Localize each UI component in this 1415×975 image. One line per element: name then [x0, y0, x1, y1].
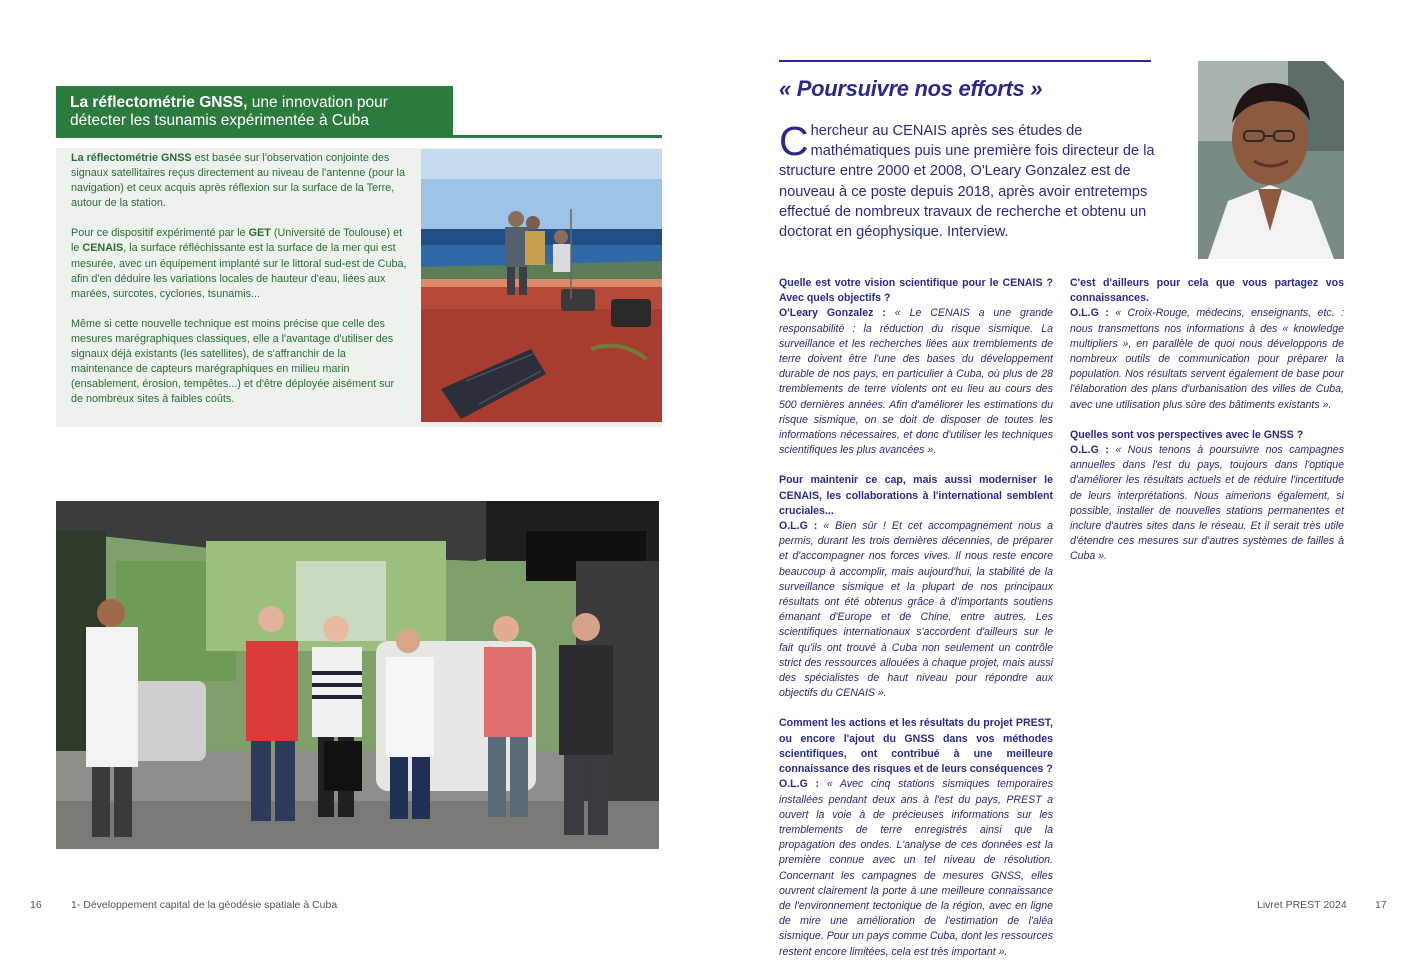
p1-bold: La réflectométrie GNSS	[71, 152, 192, 164]
answer-5-speaker: O.L.G :	[1070, 444, 1109, 457]
box-paragraph-3: Même si cette nouvelle technique est moins précise que celle des mesures marégraphiques classiques, elle a l'avantage d'utiliser des signaux déjà existants (les satellites), de s'affranchir de la maintenance de capteurs marégraphiques en milieu marin (ensablement, érosion, tempêtes...) et d'être déployée aisément sur de nombreux sites à faibles coûts.	[71, 317, 395, 406]
answer-5	[1070, 444, 1344, 562]
qa-block-2	[779, 473, 1053, 701]
box-title-rest: une innovation pour détecter les tsunamis expérimentée à Cuba	[70, 94, 388, 129]
box-title-bold: La réflectométrie GNSS,	[70, 94, 248, 111]
answer-2	[779, 520, 1053, 699]
box-paragraph-2	[71, 226, 407, 301]
sidebar-box-title	[56, 86, 453, 137]
interview-column-1	[779, 276, 1053, 975]
sidebar-box-text	[71, 151, 407, 422]
answer-4	[1070, 307, 1344, 410]
page-number-left: 16	[30, 899, 42, 911]
portrait-photo	[1198, 61, 1344, 259]
qa-block-3	[779, 716, 1053, 959]
interview-column-2	[1070, 276, 1344, 580]
answer-1-speaker: O'Leary Gonzalez :	[779, 307, 886, 320]
intro-text: hercheur au CENAIS après ses études de mathématiques puis une première fois directeur de la structure entre 2000 et 2008, O'Leary Gonzalez est de nouveau à ce poste depuis 2018, après avoir entretemps effectué de nombreux travaux de recherche et obtenu un doctorat en géophysique. Interview.	[779, 123, 1155, 241]
box-paragraph-1	[71, 151, 407, 211]
intro-dropcap: C	[779, 118, 809, 164]
group-photo	[56, 501, 659, 849]
p2-a: Pour ce dispositif expérimenté par le	[71, 227, 249, 240]
answer-2-speaker: O.L.G :	[779, 520, 818, 533]
question-2: Pour maintenir ce cap, mais aussi moderniser le CENAIS, les collaborations à l'international semblent cruciales...	[779, 474, 1053, 517]
answer-4-speaker: O.L.G :	[1070, 307, 1109, 320]
answer-5-text: « Nous tenons à poursuivre nos campagnes annuelles dans l'est du pays, toujours dans l'optique d'améliorer les résultats actuels et de réduire l'incertitude de leurs interprétations. Nous aimerions également, si possible, installer de nouvelles stations permanentes et inclure d'autres sites dans le réseau. Et il serait très utile d'étendre ces mesures sur d'autres systèmes de failles à Cuba ».	[1070, 444, 1344, 563]
page-number-right: 17	[1375, 899, 1387, 911]
p2-get: GET	[248, 227, 271, 240]
answer-1-text: « Le CENAIS a une grande responsabilité : la réduction du risque sismique. La surveillance et les recherches liées aux tremblements de terre doivent être l'une des bases du développement durable de nos pays, en particulier à Cuba, où plus de 28 tremblements de terre violents ont eu lieu au cours des 500 dernières années. Afin d'améliorer les estimations du risque sismique, on se doit de disposer de toutes les informations nécessaires, et donc d'utiliser les techniques scientifiques les plus avancées ».	[779, 307, 1053, 457]
answer-1	[779, 307, 1053, 456]
qa-block-5	[1070, 428, 1344, 565]
question-1: Quelle est votre vision scientifique pour le CENAIS ? Avec quels objectifs ?	[779, 277, 1053, 305]
answer-3-text: « Avec cinq stations sismiques temporaires installées pendant deux ans à l'est du pays, PREST a ouvert la voie à de précieuses informations sur les tremblements de terre enregistrés ainsi que la propagation des ondes. L'analyse de ces données est la première connue avec un tel niveau de résolution. Concernant les campagnes de mesures GNSS, elles ouvrent clairement la porte à une meilleure connaissance de l'environnement tectonique de la région, avec en ligne de mire une amélioration de l'estimation de l'aléa sismique. Pour un pays comme Cuba, dont les ressources restent encore limitées, cela est très important ».	[779, 778, 1054, 958]
answer-3-speaker: O.L.G :	[779, 778, 820, 791]
question-4: C'est d'ailleurs pour cela que vous partagez vos connaissances.	[1070, 277, 1344, 305]
rooftop-gnss-photo	[421, 149, 662, 422]
p2-c: , la surface réfléchissante est la surface de la mer qui est mesurée, avec un équipement implanté sur le littoral sud-est de Cuba, afin d'en déduire les variations locales de hauteur d'eau, liées aux marées, surcotes, cyclones, tsunamis...	[71, 242, 407, 300]
question-5: Quelles sont vos perspectives avec le GNSS ?	[1070, 428, 1304, 441]
qa-block-4	[1070, 276, 1344, 413]
p2-b: (Université de Toulouse) et le	[71, 227, 403, 255]
top-rule	[779, 60, 1151, 62]
p2-cenais: CENAIS	[82, 242, 124, 255]
box-title-rule	[56, 135, 662, 138]
answer-4-text: « Croix-Rouge, médecins, enseignants, etc. : nous transmettons nos informations à des « knowledge multipliers », en parallèle de quoi nous développons de nombreux outils de communication pour préparer la population. Nos résultats servent également de base pour l'élaboration des plans d'urbanisation des villes de Cuba, avec une utilisation plus sûre des bâtiments existants ».	[1070, 307, 1345, 411]
question-3: Comment les actions et les résultats du projet PREST, ou encore l'ajout du GNSS dans vos méthodes scientifiques, ont contribué à une meilleure connaissance des risques et de leurs conséquences ?	[779, 717, 1053, 776]
answer-3	[779, 778, 1053, 957]
interview-headline: « Poursuivre nos efforts »	[779, 76, 1043, 101]
answer-2-text: « Bien sûr ! Et cet accompagnement nous a permis, durant les trois dernières décennies, de préparer et d'accompagner nos forces vives. Il nous reste encore beaucoup à accomplir, mais aujourd'hui, la stabilité de la surveillance sismique et la plupart de nos principaux résultats ont été obtenus grâce à d'importants soutiens émanant d'Europe et de Chine, entre autres. Les scientifiques internationaux s'accordent d'ailleurs sur le fait qu'ils ont trouvé à Cuba non seulement un contrôle strict des ressources allouées à chaque projet, mais aussi des spécialistes de haut niveau pour répondre aux objectifs du CENAIS ».	[779, 520, 1054, 700]
p1-rest: est basée sur l'observation conjointe des signaux satellitaires reçus directement au niveau de l'antenne (pour la navigation) et ceux acquis après réflexion sur la surface de la Terre, autour de la station.	[71, 152, 405, 210]
interview-intro	[779, 118, 1174, 242]
publication-title-footer: Livret PREST 2024	[1257, 899, 1347, 911]
section-title-footer: 1- Développement capital de la géodésie spatiale à Cuba	[71, 899, 338, 911]
qa-block-1	[779, 276, 1053, 458]
